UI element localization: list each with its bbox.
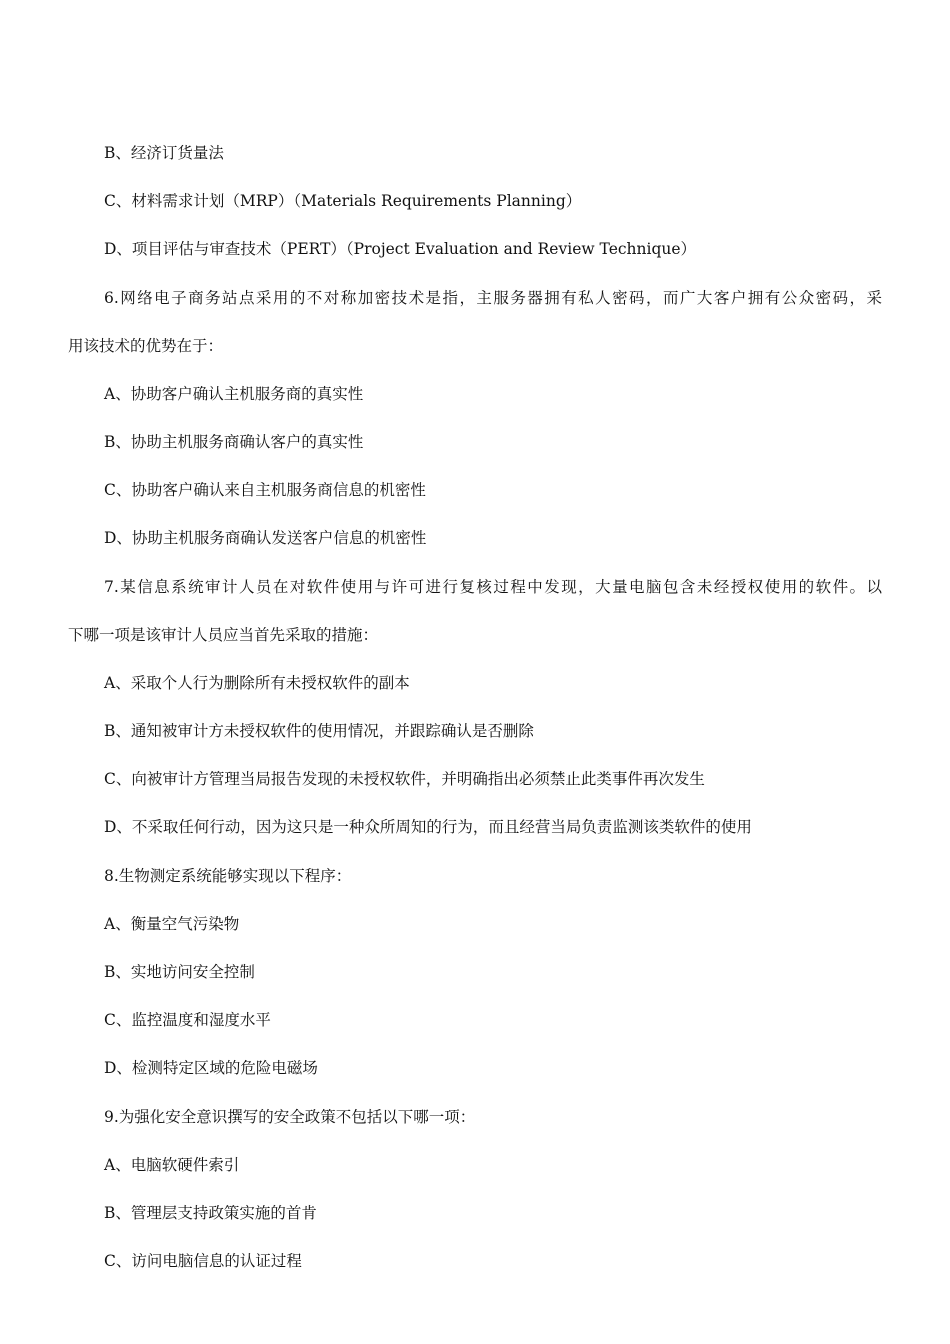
option-c-line: C、材料需求计划（MRP）（Materials Requirements Planning）: [104, 192, 582, 210]
q8-option-b: B、实地访问安全控制: [104, 963, 255, 981]
option-b-line: B、经济订货量法: [104, 144, 224, 162]
q8-option-a: A、衡量空气污染物: [104, 915, 240, 933]
q9-option-a: A、电脑软硬件索引: [104, 1156, 240, 1174]
q7-option-d: D、不采取任何行动，因为这只是一种众所周知的行为，而且经营当局负责监测该类软件的使用: [104, 818, 752, 836]
question-7-line-1: 7.某信息系统审计人员在对软件使用与许可进行复核过程中发现，大量电脑包含未经授权使用的软件。以: [104, 578, 882, 596]
question-9: 9.为强化安全意识撰写的安全政策不包括以下哪一项：: [104, 1108, 476, 1126]
question-6-line-1: 6.网络电子商务站点采用的不对称加密技术是指，主服务器拥有私人密码，而广大客户拥有公众密码，采: [104, 289, 882, 307]
q8-option-c: C、监控温度和湿度水平: [104, 1011, 271, 1029]
q9-option-c: C、访问电脑信息的认证过程: [104, 1252, 302, 1270]
question-8: 8.生物测定系统能够实现以下程序：: [104, 867, 352, 885]
question-7-line-2: 下哪一项是该审计人员应当首先采取的措施：: [68, 626, 379, 644]
q7-option-b: B、通知被审计方未授权软件的使用情况，并跟踪确认是否删除: [104, 722, 534, 740]
q6-option-c: C、协助客户确认来自主机服务商信息的机密性: [104, 481, 426, 499]
q7-option-c: C、向被审计方管理当局报告发现的未授权软件，并明确指出必须禁止此类事件再次发生: [104, 770, 705, 788]
q8-option-d: D、检测特定区域的危险电磁场: [104, 1059, 318, 1077]
q6-option-a: A、协助客户确认主机服务商的真实性: [104, 385, 364, 403]
q9-option-b: B、管理层支持政策实施的首肯: [104, 1204, 317, 1222]
q7-option-a: A、采取个人行为删除所有未授权软件的副本: [104, 674, 410, 692]
q6-option-b: B、协助主机服务商确认客户的真实性: [104, 433, 364, 451]
question-6-line-2: 用该技术的优势在于：: [68, 337, 224, 355]
option-d-line: D、项目评估与审查技术（PERT）（Project Evaluation and Review Technique）: [104, 240, 697, 258]
q6-option-d: D、协助主机服务商确认发送客户信息的机密性: [104, 529, 427, 547]
